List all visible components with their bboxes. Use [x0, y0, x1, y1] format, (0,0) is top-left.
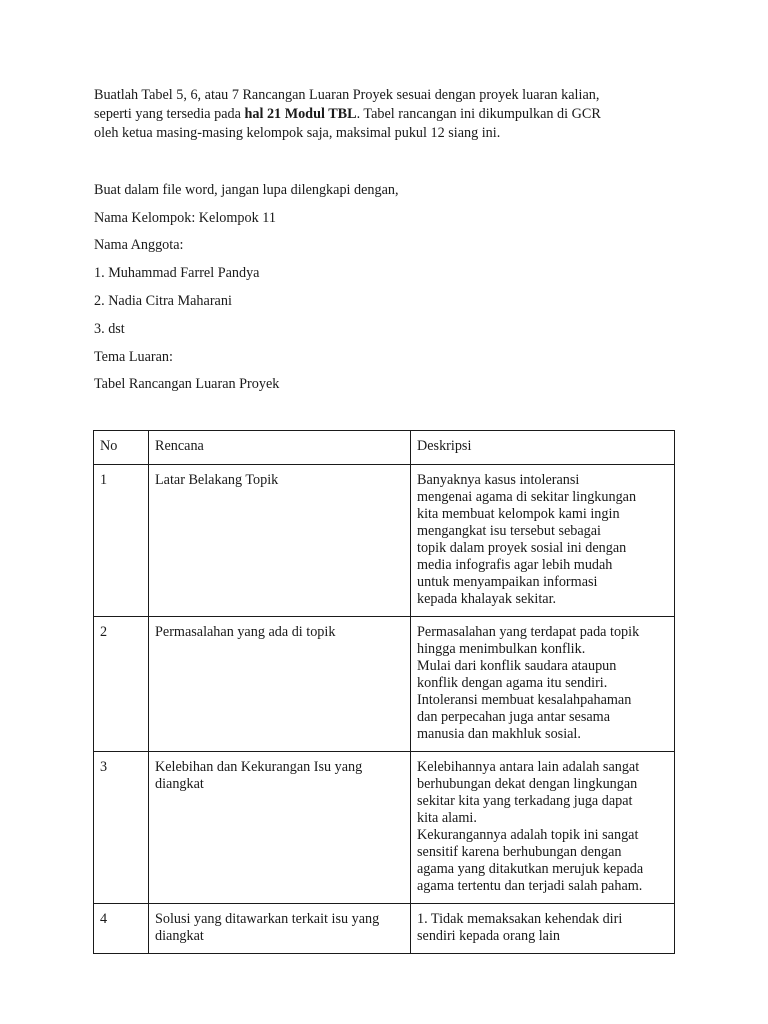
description-line: mengangkat isu tersebut sebagai: [417, 523, 601, 539]
member-item: 2. Nadia Citra Maharani: [94, 293, 232, 309]
description-line: sekitar kita yang terkadang juga dapat: [417, 793, 633, 809]
cell-no: 3: [94, 752, 149, 904]
intro-text: . Tabel rancangan ini dikumpulkan di GCR: [356, 106, 601, 122]
cell-no: 2: [94, 617, 149, 752]
description-line: agama tertentu dan terjadi salah paham.: [417, 878, 643, 894]
intro-line: Buatlah Tabel 5, 6, atau 7 Rancangan Luaran Proyek sesuai dengan proyek luaran kalian,: [94, 87, 600, 103]
cell-deskripsi: [411, 465, 675, 617]
description-line: untuk menyampaikan informasi: [417, 574, 598, 590]
table-row: [94, 752, 675, 904]
cell-deskripsi: [411, 752, 675, 904]
description-line: sendiri kepada orang lain: [417, 928, 561, 944]
description-line: agama yang ditakutkan merujuk kepada: [417, 861, 644, 877]
project-plan-table: [93, 430, 675, 954]
description-line: manusia dan makhluk sosial.: [417, 726, 581, 742]
table-title: Tabel Rancangan Luaran Proyek: [94, 376, 280, 392]
cell-rencana: Latar Belakang Topik: [149, 465, 411, 617]
group-name: Nama Kelompok: Kelompok 11: [94, 210, 276, 226]
description-line: hingga menimbulkan konflik.: [417, 641, 586, 657]
table-row: [94, 617, 675, 752]
table-body: [94, 465, 675, 954]
description-line: Mulai dari konflik saudara ataupun: [417, 658, 617, 674]
description-line: Intoleransi membuat kesalahpahaman: [417, 692, 632, 708]
intro-line: oleh ketua masing-masing kelompok saja, maksimal pukul 12 siang ini.: [94, 125, 501, 141]
table-header-row: [94, 431, 675, 465]
description-line: Kelebihannya antara lain adalah sangat: [417, 759, 640, 775]
description-line: kita membuat kelompok kami ingin: [417, 506, 620, 522]
member-item: 3. dst: [94, 321, 125, 337]
instruction-text: Buat dalam file word, jangan lupa dilengkapi dengan,: [94, 182, 399, 198]
cell-rencana: Permasalahan yang ada di topik: [149, 617, 411, 752]
cell-rencana: Solusi yang ditawarkan terkait isu yang diangkat: [149, 904, 411, 954]
description-line: media infografis agar lebih mudah: [417, 557, 613, 573]
table-row: [94, 465, 675, 617]
header-no: No: [94, 431, 149, 465]
description-line: dan perpecahan juga antar sesama: [417, 709, 611, 725]
intro-bold-reference: hal 21 Modul TBL: [244, 106, 357, 122]
description-line: berhubungan dekat dengan lingkungan: [417, 776, 638, 792]
description-line: kepada khalayak sekitar.: [417, 591, 557, 607]
members-label: Nama Anggota:: [94, 237, 184, 253]
header-deskripsi: Deskripsi: [411, 431, 675, 465]
description-line: Banyaknya kasus intoleransi: [417, 472, 580, 488]
description-line: kita alami.: [417, 810, 477, 826]
member-item: 1. Muhammad Farrel Pandya: [94, 265, 260, 281]
intro-paragraph: [94, 86, 674, 143]
cell-rencana: Kelebihan dan Kekurangan Isu yang diangkat: [149, 752, 411, 904]
cell-no: 1: [94, 465, 149, 617]
cell-deskripsi: [411, 617, 675, 752]
header-rencana: Rencana: [149, 431, 411, 465]
description-line: topik dalam proyek sosial ini dengan: [417, 540, 627, 556]
cell-no: 4: [94, 904, 149, 954]
intro-text: seperti yang tersedia pada: [94, 106, 245, 122]
theme-label: Tema Luaran:: [94, 349, 173, 365]
description-line: Kekurangannya adalah topik ini sangat: [417, 827, 639, 843]
intro-line: [94, 105, 674, 124]
cell-deskripsi: [411, 904, 675, 954]
description-line: mengenai agama di sekitar lingkungan: [417, 489, 637, 505]
description-line: 1. Tidak memaksakan kehendak diri: [417, 911, 623, 927]
table-row: [94, 904, 675, 954]
description-line: Permasalahan yang terdapat pada topik: [417, 624, 640, 640]
description-line: konflik dengan agama itu sendiri.: [417, 675, 608, 691]
description-line: sensitif karena berhubungan dengan: [417, 844, 622, 860]
